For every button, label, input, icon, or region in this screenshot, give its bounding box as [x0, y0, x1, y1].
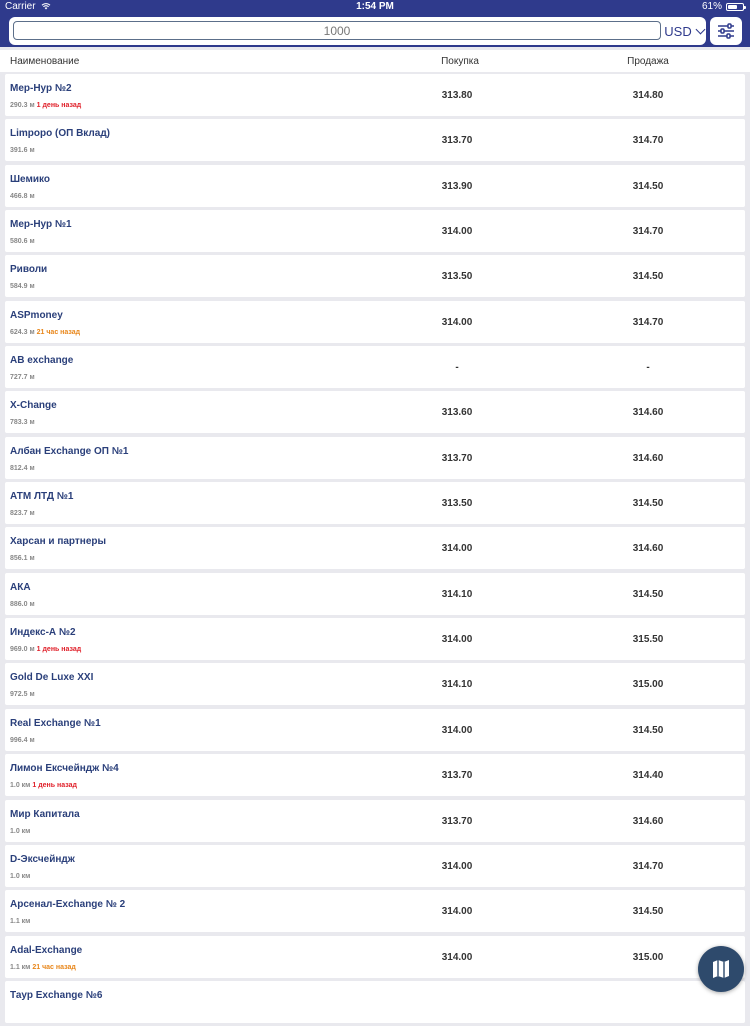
sell-rate: 314.70 — [632, 226, 664, 238]
filter-button[interactable] — [710, 17, 742, 45]
list-item[interactable] — [5, 346, 745, 388]
exchange-meta — [10, 782, 77, 789]
amount-input[interactable] — [13, 21, 661, 40]
sell-rate: 314.50 — [632, 724, 664, 736]
exchange-name: D-Эксчейндж — [10, 853, 75, 865]
buy-rate: 313.70 — [441, 135, 473, 147]
sell-rate: 314.60 — [632, 407, 664, 419]
buy-rate: 313.70 — [441, 815, 473, 827]
carrier-label: Carrier — [5, 1, 36, 12]
exchange-meta — [10, 374, 35, 381]
buy-rate: 314.00 — [441, 860, 473, 872]
list-item[interactable] — [5, 437, 745, 479]
buy-rate: 314.00 — [441, 543, 473, 555]
distance-label: 584.9 м — [10, 283, 35, 291]
distance-label: 290.3 м — [10, 102, 35, 109]
sell-rate: 314.40 — [632, 770, 664, 782]
exchange-meta — [10, 555, 35, 562]
distance-label: 466.8 м — [10, 192, 35, 200]
list-item[interactable] — [5, 845, 745, 887]
exchange-meta — [10, 691, 35, 698]
sell-rate: 314.50 — [632, 180, 664, 192]
buy-rate: 313.70 — [441, 452, 473, 464]
distance-label: 1.1 км — [10, 918, 31, 926]
list-item[interactable] — [5, 754, 745, 796]
distance-label: 624.3 м — [10, 328, 35, 336]
list-item[interactable] — [5, 618, 745, 660]
exchange-meta — [10, 193, 35, 200]
list-item[interactable] — [5, 119, 745, 161]
distance-label: 1.0 км — [10, 782, 31, 790]
exchange-meta — [10, 964, 76, 971]
exchange-name: Индекс-А №2 — [10, 627, 76, 639]
sell-rate: 314.80 — [632, 90, 664, 101]
sell-rate: 314.60 — [632, 815, 664, 827]
list-item[interactable] — [5, 663, 745, 705]
exchange-name: Арсенал-Exchange № 2 — [10, 899, 126, 911]
distance-label: 823.7 м — [10, 510, 35, 518]
distance-label: 996.4 м — [10, 736, 35, 744]
list-item[interactable] — [5, 391, 745, 433]
updated-ago-label: 1 день назад — [32, 782, 77, 790]
buy-rate: 314.00 — [441, 724, 473, 736]
column-sell: Продажа — [627, 56, 669, 67]
sell-rate: 314.50 — [632, 906, 664, 918]
distance-label: 783.3 м — [10, 419, 35, 427]
buy-rate: 314.00 — [441, 906, 473, 918]
updated-ago-label: 1 день назад — [36, 102, 82, 109]
exchange-meta — [10, 601, 35, 608]
sell-rate: 314.70 — [632, 860, 664, 872]
app-header — [0, 0, 750, 47]
map-button[interactable] — [698, 946, 744, 992]
exchange-meta — [10, 646, 81, 653]
exchange-meta — [10, 737, 35, 744]
list-item[interactable] — [5, 301, 745, 343]
distance-label: 969.0 м — [10, 646, 35, 654]
exchange-name: Таур Exchange №6 — [10, 989, 103, 1001]
list-item[interactable] — [5, 482, 745, 524]
column-buy: Покупка — [441, 56, 479, 67]
distance-label: 580.6 м — [10, 238, 35, 246]
exchange-name: Риволи — [10, 264, 48, 276]
distance-label: 1.0 км — [10, 827, 31, 835]
sell-rate: 314.60 — [632, 543, 664, 555]
column-name: Наименование — [10, 56, 80, 67]
distance-label: 727.7 м — [10, 374, 35, 382]
buy-rate: 313.50 — [441, 271, 473, 283]
buy-rate: 314.00 — [441, 316, 473, 328]
buy-rate: 313.50 — [441, 498, 473, 510]
buy-rate: 314.00 — [441, 951, 473, 963]
sell-rate: 314.50 — [632, 498, 664, 510]
exchange-meta — [10, 419, 35, 426]
distance-label: 856.1 м — [10, 555, 35, 563]
sell-rate: 315.50 — [632, 634, 664, 646]
list-item[interactable] — [5, 527, 745, 569]
list-item[interactable] — [5, 573, 745, 615]
exchange-name: ASPmoney — [10, 309, 63, 321]
sell-rate: 314.60 — [632, 452, 664, 464]
exchange-meta — [10, 147, 35, 154]
exchange-name: Лимон Ексчейндж №4 — [10, 763, 119, 775]
updated-ago-label: 21 час назад — [32, 963, 76, 971]
map-icon — [710, 958, 732, 980]
exchange-name: Мир Капитала — [10, 808, 80, 820]
buy-rate: - — [455, 362, 459, 374]
buy-rate: 313.70 — [441, 770, 473, 782]
buy-rate: 313.90 — [441, 180, 473, 192]
sell-rate: 315.00 — [632, 951, 664, 963]
exchange-meta — [10, 510, 35, 517]
sell-rate: 314.50 — [632, 271, 664, 283]
status-battery — [702, 0, 744, 14]
exchange-name: Мер-Нур №1 — [10, 219, 72, 231]
exchange-meta — [10, 465, 35, 472]
list-item[interactable] — [5, 936, 745, 978]
exchange-name: АТМ ЛТД №1 — [10, 491, 74, 503]
list-item[interactable] — [5, 210, 745, 252]
exchange-name: X-Change — [10, 400, 57, 412]
distance-label: 391.6 м — [10, 147, 35, 155]
exchange-name: Adal-Exchange — [10, 944, 83, 956]
list-item[interactable] — [5, 165, 745, 207]
status-bar — [0, 0, 750, 14]
exchange-name: Мер-Нур №2 — [10, 83, 72, 94]
list-item[interactable] — [5, 890, 745, 932]
updated-ago-label: 21 час назад — [36, 328, 81, 336]
battery-fill — [728, 5, 737, 9]
exchange-meta — [10, 918, 30, 925]
exchange-name: Албан Exchange ОП №1 — [10, 445, 129, 457]
sell-rate: 314.50 — [632, 588, 664, 600]
exchange-meta — [10, 873, 30, 880]
list-item[interactable] — [5, 981, 745, 1023]
battery-percent: 61% — [701, 1, 722, 12]
buy-rate: 313.80 — [441, 90, 473, 101]
exchange-name: Limpopo (ОП Вклад) — [10, 128, 111, 140]
buy-rate: 314.10 — [441, 679, 473, 691]
list-item[interactable] — [5, 800, 745, 842]
exchange-list — [0, 74, 750, 1026]
column-header — [0, 50, 750, 72]
sliders-icon — [717, 23, 735, 39]
chevron-down-icon — [695, 24, 705, 34]
distance-label: 812.4 м — [10, 464, 35, 472]
exchange-name: АКА — [10, 581, 31, 593]
sell-rate: - — [646, 362, 650, 374]
list-item[interactable] — [5, 255, 745, 297]
distance-label: 1.1 км — [10, 963, 31, 971]
exchange-meta — [10, 329, 80, 336]
exchange-name: Харсан и партнеры — [10, 536, 107, 548]
battery-icon — [726, 3, 744, 11]
sell-rate: 314.70 — [632, 316, 664, 328]
exchange-meta — [10, 828, 30, 835]
exchange-name: Gold De Luxe XXI — [10, 672, 94, 684]
sell-rate: 315.00 — [632, 679, 664, 691]
buy-rate: 314.10 — [441, 588, 473, 600]
currency-selector[interactable] — [663, 21, 705, 41]
status-time: 1:54 PM — [356, 1, 394, 12]
sell-rate: 314.70 — [632, 135, 664, 147]
currency-label: USD — [664, 23, 692, 39]
exchange-name: Шемико — [10, 173, 51, 185]
exchange-meta — [10, 238, 35, 245]
list-item[interactable] — [5, 709, 745, 751]
exchange-meta — [10, 283, 35, 290]
distance-label: 972.5 м — [10, 691, 35, 699]
updated-ago-label: 1 день назад — [36, 646, 82, 654]
exchange-name: AB exchange — [10, 355, 74, 367]
exchange-meta — [10, 102, 81, 109]
distance-label: 1.0 км — [10, 872, 31, 880]
buy-rate: 313.60 — [441, 407, 473, 419]
buy-rate: 314.00 — [441, 226, 473, 238]
distance-label: 886.0 м — [10, 600, 35, 608]
buy-rate: 314.00 — [441, 634, 473, 646]
exchange-name: Real Exchange №1 — [10, 717, 101, 729]
search-bar — [9, 17, 706, 45]
list-item[interactable] — [5, 74, 745, 116]
